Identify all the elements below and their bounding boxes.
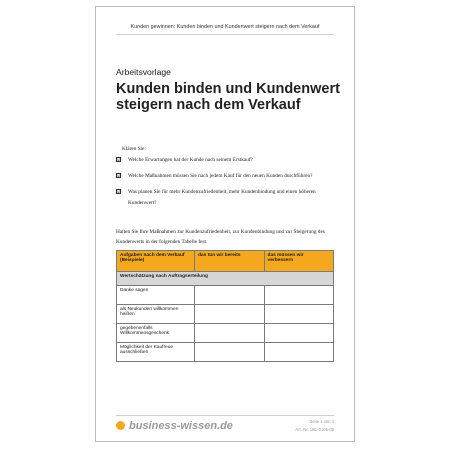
logo-dot-icon bbox=[116, 421, 125, 430]
section-label: Wertschätzung nach Auftragserteilung bbox=[117, 272, 334, 286]
document-subtitle: Arbeitsvorlage bbox=[116, 67, 171, 77]
improve-cell[interactable] bbox=[264, 324, 333, 343]
checkbox-checked-icon: ☑ bbox=[117, 157, 122, 162]
worksheet-table bbox=[116, 250, 334, 362]
table-row bbox=[117, 286, 334, 305]
checklist-item bbox=[116, 187, 341, 209]
checklist-item-text: Was planen Sie für mehr Kundenzufriedenheit, mehr Kundenbindung und einen höheren Kundenwert? bbox=[128, 189, 316, 206]
improve-cell[interactable] bbox=[264, 305, 333, 324]
table-section-row bbox=[117, 272, 334, 286]
header-divider bbox=[116, 34, 334, 35]
instruction-paragraph: Halten Sie Ihre Maßnahmen zur Kundenzufriedenheit, zur Kundenbindung und zur Steigerung des Kundenwerts in der folgenden Tabelle fest. bbox=[116, 229, 325, 245]
done-cell[interactable] bbox=[195, 324, 264, 343]
done-cell[interactable] bbox=[195, 286, 264, 305]
table-header-row bbox=[117, 251, 334, 272]
footer-divider bbox=[116, 415, 334, 416]
improve-cell[interactable] bbox=[264, 343, 333, 362]
checklist-item-text: Welche Maßnahmen müssen Sie nach jedem Kauf für den neuen Kunden durchführen? bbox=[128, 173, 313, 179]
checklist-item bbox=[116, 155, 341, 166]
task-cell: Danke sagen bbox=[117, 286, 195, 305]
table-row bbox=[117, 305, 334, 324]
done-cell[interactable] bbox=[195, 343, 264, 362]
column-header-improve: das müssen wir verbessern bbox=[264, 251, 333, 272]
brand-logo bbox=[116, 420, 233, 432]
task-cell: Möglichkeit der Kaufreue ausschließen bbox=[117, 343, 195, 362]
document-title: Kunden binden und Kundenwert steigern nach dem Verkauf bbox=[116, 81, 340, 113]
table-row bbox=[117, 324, 334, 343]
checkbox-checked-icon: ☑ bbox=[117, 189, 122, 194]
task-cell: gegebenenfalls Willkommensgeschenk bbox=[117, 324, 195, 343]
logo-text: business-wissen.de bbox=[129, 420, 233, 432]
column-header-done: das tun wir bereits bbox=[195, 251, 264, 272]
improve-cell[interactable] bbox=[264, 286, 333, 305]
checkbox-checked-icon: ☑ bbox=[117, 173, 122, 178]
checklist-item bbox=[116, 171, 341, 182]
table-row bbox=[117, 343, 334, 362]
intro-text: Klären Sie: bbox=[122, 146, 146, 152]
done-cell[interactable] bbox=[195, 305, 264, 324]
checklist bbox=[116, 155, 341, 214]
page-number: Seite 1 von 4 bbox=[309, 419, 334, 424]
checklist-item-text: Welche Erwartungen hat der Kunde nach seinem Erstkauf? bbox=[128, 157, 254, 163]
task-cell: als Neukunden willkommen heißen bbox=[117, 305, 195, 324]
article-number: Art.-Nr. 1BL-0105-06 bbox=[295, 427, 334, 432]
page-header: Kunden gewinnen: Kunden binden und Kundenwert steigern nach dem Verkauf bbox=[130, 24, 320, 30]
document-page bbox=[95, 6, 355, 442]
column-header-tasks: Aufgaben nach dem Verkauf (Beispiele) bbox=[117, 251, 195, 272]
